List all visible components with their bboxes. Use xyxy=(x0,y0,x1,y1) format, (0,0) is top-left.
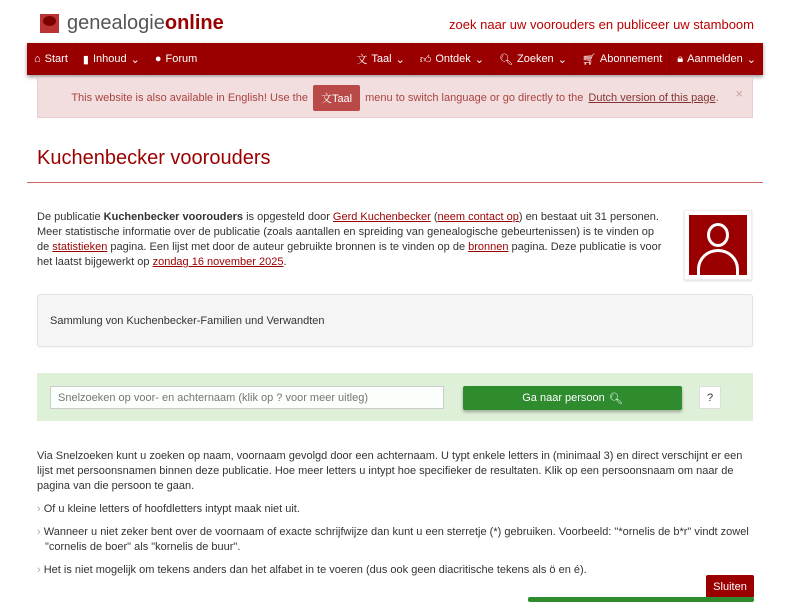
nav-label: Zoeken xyxy=(516,53,554,65)
close-icon[interactable]: × xyxy=(735,86,743,101)
help-tip: › Het is niet mogelijk om tekens anders dan het alfabet in te voeren (dus ook geen diacritische tekens als ö en é). xyxy=(37,563,757,578)
statistics-link[interactable]: statistieken xyxy=(52,241,108,253)
nav-abonnement[interactable] xyxy=(575,43,670,75)
main-nav xyxy=(27,43,763,75)
book-icon: ▮ xyxy=(82,53,89,66)
comments-icon: ● xyxy=(154,53,162,65)
text: ) en bestaat uit 31 personen. Meer statistische informatie over de publicatie (zoals aantallen en spreiding van genealogische gebeurtenissen) is te vinden op de xyxy=(37,211,659,253)
divider xyxy=(27,182,763,183)
text: pagina. Deze publicatie is voor het laatst bijgewerkt op xyxy=(37,241,662,268)
text: is opgesteld door xyxy=(243,211,333,223)
home-icon: ⌂ xyxy=(34,53,41,65)
alert-text: menu to switch language or go directly to the xyxy=(365,91,584,104)
nav-inhoud[interactable] xyxy=(76,43,148,75)
nav-start[interactable] xyxy=(27,43,76,75)
text: ( xyxy=(430,211,438,223)
search-icon: 🔍︎ xyxy=(499,53,513,66)
cart-icon: 🛒︎ xyxy=(581,53,596,66)
close-button[interactable]: Sluiten xyxy=(706,575,754,598)
nav-label: Taal xyxy=(371,53,392,65)
tagline: zoek naar uw voorouders en publiceer uw stamboom xyxy=(449,17,754,32)
nav-ontdek[interactable] xyxy=(413,43,492,75)
nav-aanmelden[interactable] xyxy=(670,43,763,75)
alert-text: . xyxy=(715,91,719,104)
thumbs-up-icon: 👍︎ xyxy=(419,53,432,66)
text: De publicatie xyxy=(37,211,104,223)
help-paragraph: Via Snelzoeken kunt u zoeken op naam, voornaam gevolgd door een achternaam. U typt enkele letters in (minimaal 3) en direct verschijnt er een lijst met persoonsnamen binnen deze publicatie. Hoe meer letters u intypt hoe specifieker de resultaten. Klik op een persoonsnaam om naar de pagina van die persoon te gaan. xyxy=(37,450,743,492)
nav-label: Forum xyxy=(165,53,198,65)
lock-icon: 🔒︎ xyxy=(677,52,684,65)
chevron-down-icon: ⌄ xyxy=(474,53,485,66)
help-tip: › Of u kleine letters of hoofdletters intypt maak niet uit. xyxy=(37,502,757,517)
language-icon: 文 xyxy=(320,92,332,105)
nav-forum[interactable] xyxy=(148,43,205,75)
nav-label: Ontdek xyxy=(435,53,471,65)
help-tip: › Wanneer u niet zeker bent over de voornaam of exacte schrijfwijze dan kunt u een sterretje (*) gebruiken. Voorbeeld: "*ornelis de b*r" vindt zowel "cornelis de boer" als "kornelis de buur". xyxy=(37,525,757,555)
text: . xyxy=(283,256,287,268)
alert-text: This website is also available in English! Use the xyxy=(71,91,308,104)
language-alert xyxy=(37,77,753,118)
taal-label: Taal xyxy=(331,92,353,105)
go-to-person-button[interactable] xyxy=(463,386,682,410)
button-label: Ga naar persoon xyxy=(522,392,605,404)
avatar xyxy=(684,210,752,280)
page-title: Kuchenbecker voorouders xyxy=(37,147,271,169)
nav-taal[interactable] xyxy=(349,43,412,75)
publication-intro xyxy=(37,210,667,270)
author-link[interactable]: Gerd Kuchenbecker xyxy=(332,211,431,223)
nav-label: Inhoud xyxy=(92,53,127,65)
nav-label: Abonnement xyxy=(599,53,663,65)
taal-button[interactable] xyxy=(313,85,360,111)
nav-zoeken[interactable] xyxy=(492,43,575,75)
site-logo[interactable] xyxy=(40,12,224,35)
chevron-down-icon: ⌄ xyxy=(395,53,405,66)
chevron-down-icon: ⌄ xyxy=(557,53,567,66)
publication-description: Sammlung von Kuchenbecker-Familien und Verwandten xyxy=(37,294,753,347)
sources-link[interactable]: bronnen xyxy=(468,241,509,253)
dutch-version-link[interactable]: Dutch version of this page xyxy=(588,91,716,104)
logo-text: genealogieonline xyxy=(67,12,224,34)
contact-link[interactable]: neem contact op xyxy=(437,211,519,223)
user-icon xyxy=(689,215,747,275)
search-icon: 🔍︎ xyxy=(608,392,623,405)
search-help xyxy=(37,449,757,586)
quick-search-panel xyxy=(37,373,753,421)
nav-label: Start xyxy=(44,53,68,65)
chevron-down-icon: ⌄ xyxy=(746,53,756,66)
tree-icon xyxy=(40,14,59,33)
updated-date-link[interactable]: zondag 16 november 2025 xyxy=(152,256,284,268)
language-icon: 文 xyxy=(356,54,368,66)
help-button[interactable]: ? xyxy=(699,386,721,409)
text: pagina. Een lijst met door de auteur gebruikte bronnen is te vinden op de xyxy=(107,241,469,253)
nav-label: Aanmelden xyxy=(687,53,743,65)
publication-name: Kuchenbecker voorouders xyxy=(103,211,244,223)
chevron-down-icon: ⌄ xyxy=(130,53,140,66)
quick-search-input[interactable] xyxy=(50,386,444,409)
